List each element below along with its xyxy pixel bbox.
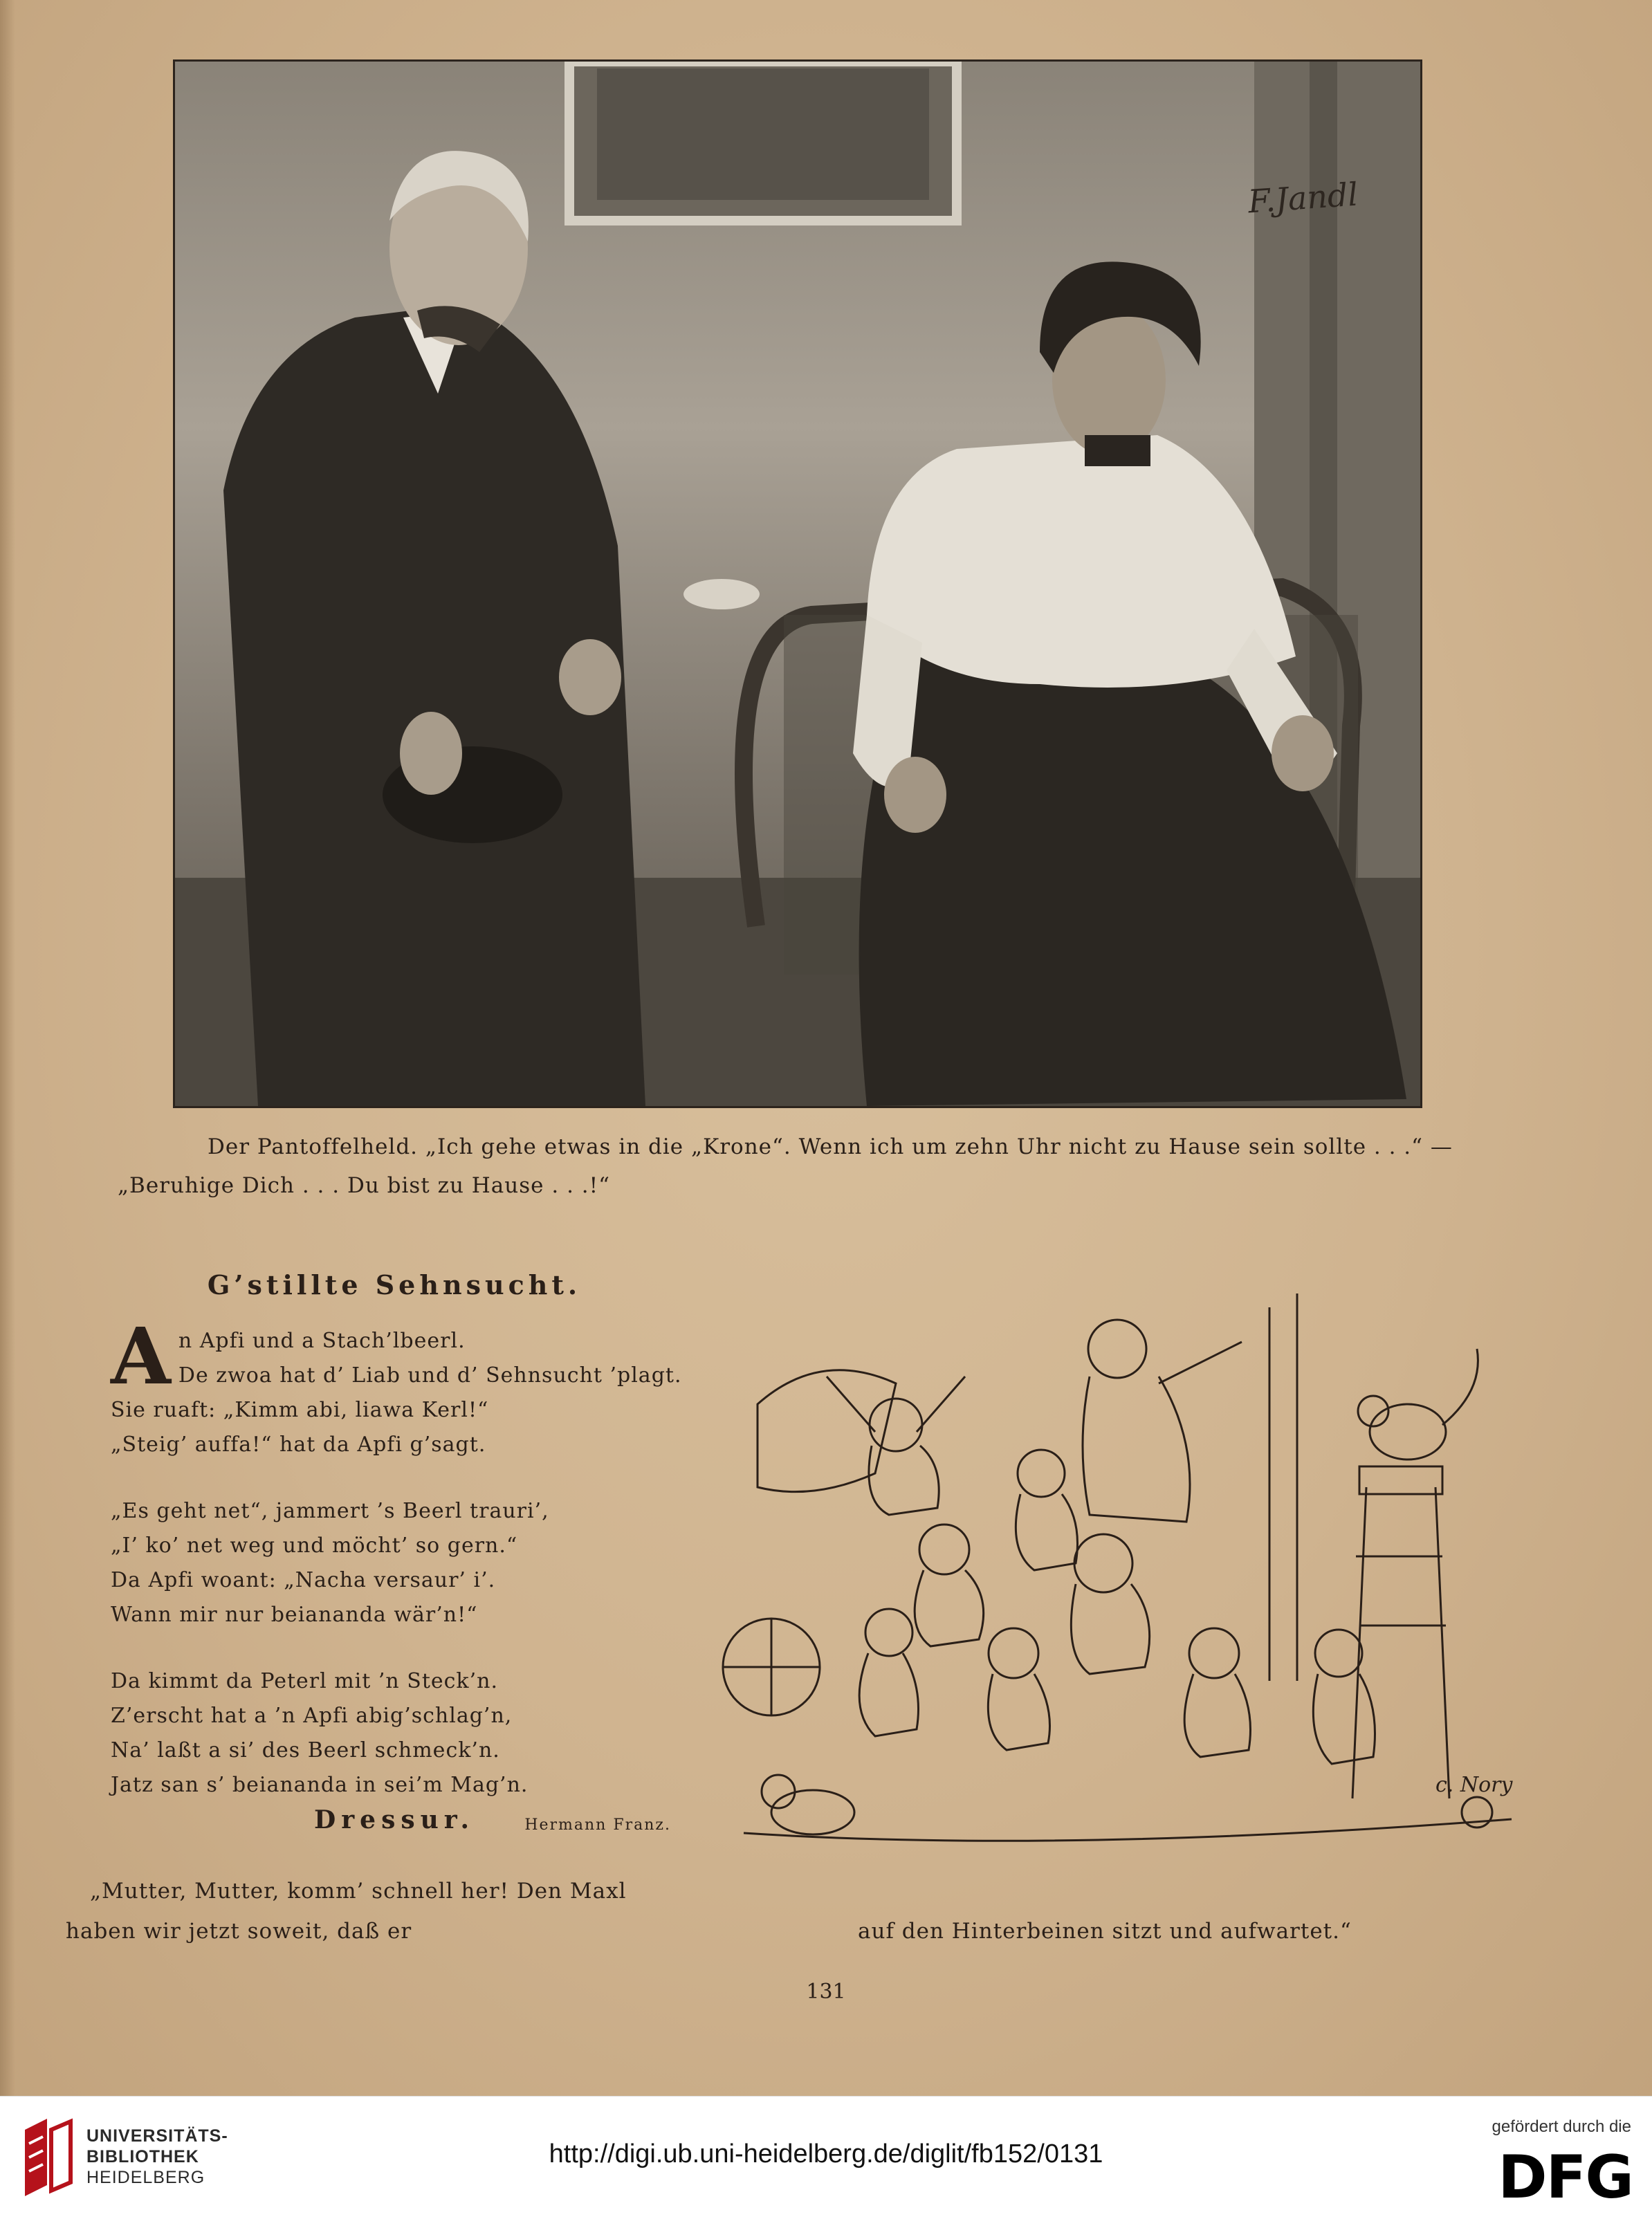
- dressur-title: Dressur.: [314, 1805, 475, 1834]
- poem-line: Da Apfi woant: „Nacha versaur’ i’.: [111, 1568, 496, 1592]
- footer-bar: [0, 2096, 1652, 2219]
- logo-line-1: UNIVERSITÄTS-: [86, 2126, 228, 2146]
- poem-line: Z’erscht hat a ’n Apfi abig’schlag’n,: [111, 1704, 513, 1728]
- poem-author: Hermann Franz.: [524, 1816, 671, 1834]
- poem-stanza-2: [111, 1494, 678, 1632]
- painting-illustration: [173, 59, 1422, 1108]
- poem-dropcap: A: [111, 1311, 172, 1402]
- poem-title: G’stillte Sehnsucht.: [207, 1269, 582, 1300]
- dressur-line-3: auf den Hinterbeinen sitzt und aufwartet.“: [858, 1919, 1352, 1944]
- dfg-logo[interactable]: DFG: [1498, 2143, 1633, 2212]
- poem-line: Sie ruaft: „Kimm abi, liawa Kerl!“: [111, 1398, 489, 1422]
- caption-line-2: „Beruhige Dich . . . Du bist zu Hause . . .!“: [118, 1173, 610, 1198]
- painting-drawing: [175, 62, 1420, 1106]
- dressur-caption: [66, 1871, 1449, 1951]
- children-sketch-illustration: [716, 1266, 1529, 1868]
- sketch-signature: c. Nory: [1435, 1773, 1513, 1797]
- poem-line: Wann mir nur beiananda wär’n!“: [111, 1603, 478, 1627]
- logo-line-3: HEIDELBERG: [86, 2168, 205, 2187]
- poem-line: „Steig’ auffa!“ hat da Apfi g’sagt.: [111, 1433, 486, 1457]
- funded-by-label: gefördert durch die: [1492, 2117, 1631, 2136]
- poem-line: „Es geht net“, jammert ’s Beerl trauri’,: [111, 1499, 549, 1523]
- poem-line: Na’ laßt a si’ des Beerl schmeck’n.: [111, 1738, 500, 1762]
- poem-line: n Apfi und a Stach’lbeerl.: [178, 1329, 466, 1353]
- poem-line: „I’ ko’ net weg und möcht’ so gern.“: [111, 1534, 518, 1558]
- logo-line-2: BIBLIOTHEK: [86, 2147, 199, 2166]
- poem-line: Jatz san s’ beiananda in sei’m Mag’n.: [111, 1773, 529, 1797]
- painting-caption: [118, 1127, 1474, 1205]
- caption-line-1: Der Pantoffelheld. „Ich gehe etwas in die „Krone“. Wenn ich um zehn Uhr nicht zu Hause sein sollte . . .“ —: [208, 1134, 1453, 1159]
- permalink-url[interactable]: http://digi.ub.uni-heidelberg.de/diglit/fb152/0131: [549, 2139, 1103, 2169]
- dressur-line-1: „Mutter, Mutter, komm’ schnell her! Den Maxl: [90, 1879, 627, 1904]
- page-number: 131: [806, 1980, 846, 2004]
- painting-signature: F.Jandl: [1247, 175, 1359, 221]
- dressur-line-2: haben wir jetzt soweit, daß er: [66, 1919, 412, 1944]
- poem-stanza-3: [111, 1664, 678, 1803]
- poem-stanza-1: [111, 1311, 682, 1462]
- poem-line: Da kimmt da Peterl mit ’n Steck’n.: [111, 1669, 498, 1693]
- poem-column: [111, 1269, 682, 1834]
- poem-line: De zwoa hat d’ Liab und d’ Sehnsucht ’plagt.: [178, 1363, 682, 1388]
